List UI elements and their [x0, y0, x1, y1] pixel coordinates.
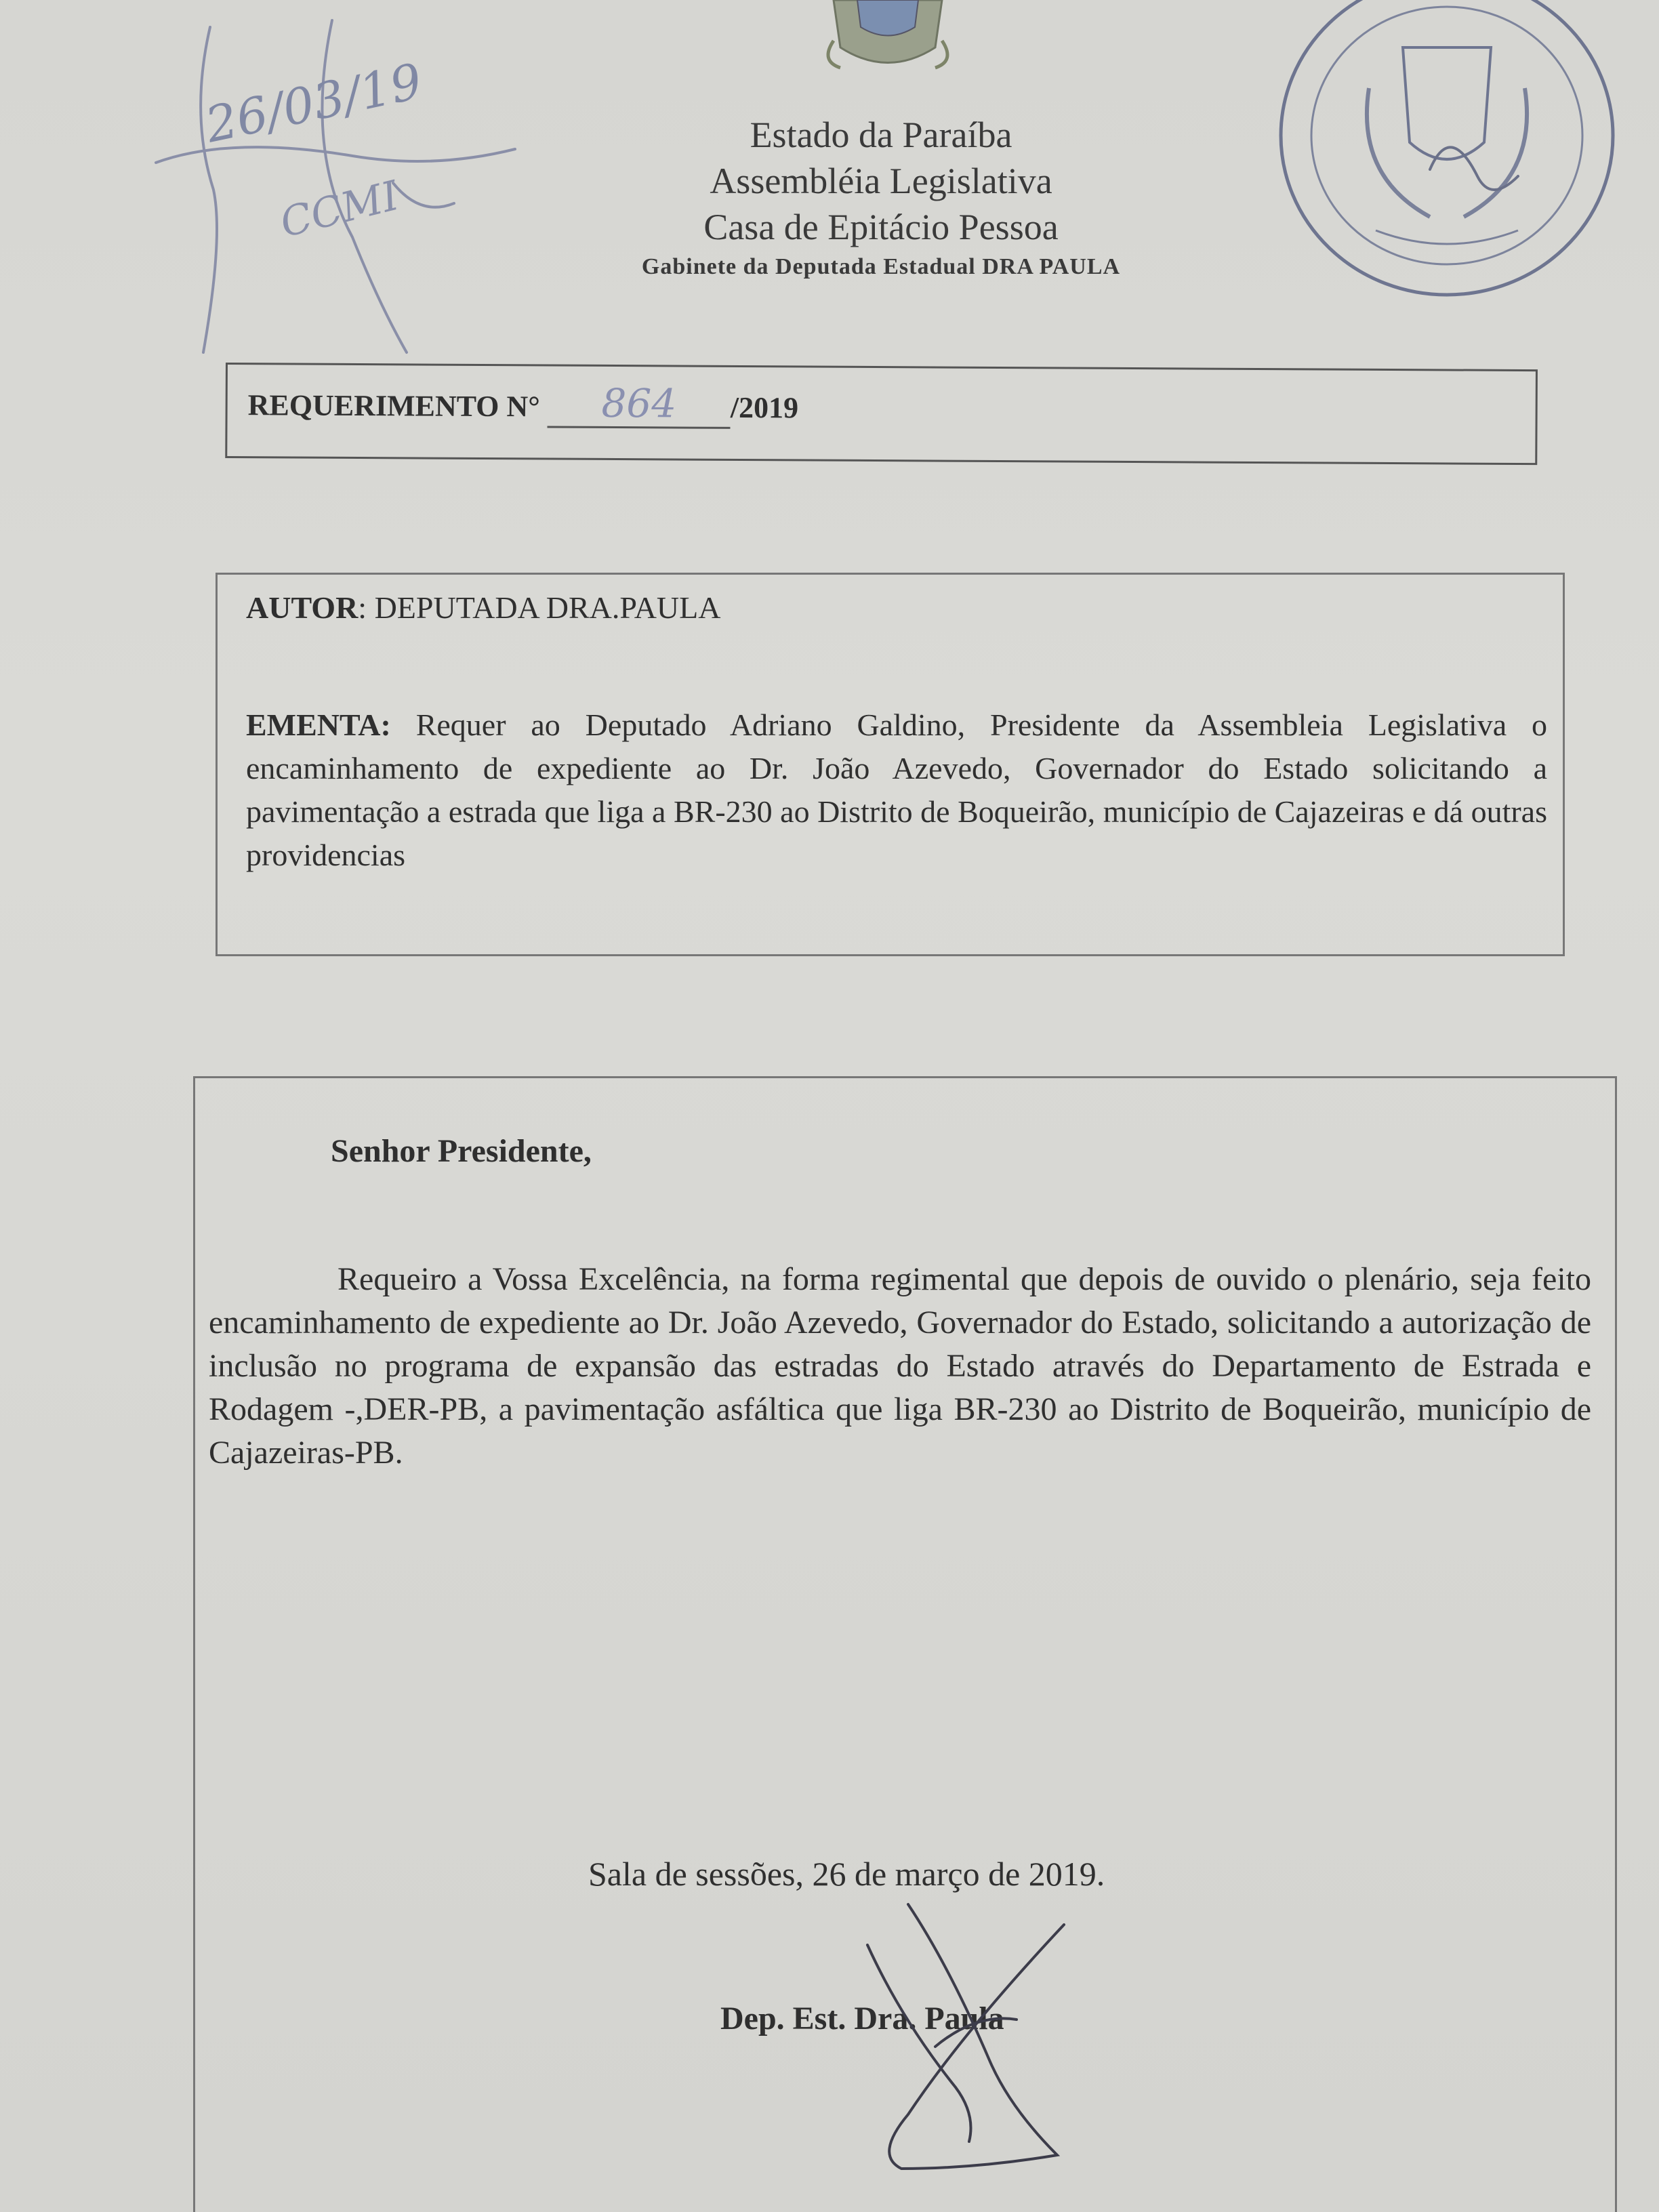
author-label: AUTOR: [246, 590, 359, 625]
handwritten-signature: [773, 1884, 1152, 2182]
author-line: [246, 590, 720, 626]
summary-box: [216, 573, 1565, 956]
handwritten-date: 26/03/19: [201, 52, 427, 154]
request-paragraph: Requeiro a Vossa Excelência, na forma regimental que depois de ouvido o plenário, seja feito encaminhamento de expediente ao Dr. João Azevedo, Governador do Estado, solicitando a autorização de inclusão no programa de expansão das estradas do Estado através do Departamento de Estrada e Rodagem -,DER-PB, a pavimentação asfáltica que liga BR-230 ao Distrito de Boqueirão, município de Cajazeiras-PB.: [209, 1261, 1591, 1471]
request-number-handwritten: 864: [601, 380, 677, 427]
request-year: /2019: [730, 390, 799, 425]
request-number-label: REQUERIMENTO N°: [247, 388, 540, 424]
ementa-text: Requer ao Deputado Adriano Galdino, Presidente da Assembleia Legislativa o encaminhamento de expediente ao Dr. João Azevedo, Governador do Estado solicitando a pavimentação a estrada que liga a BR-230 ao Distrito de Boqueirão, município de Cajazeiras e dá outras providencias: [246, 708, 1547, 872]
coat-of-arms-icon: [820, 0, 956, 75]
author-value: : DEPUTADA DRA.PAULA: [358, 590, 721, 625]
salutation: Senhor Presidente,: [331, 1133, 592, 1169]
letterhead: [474, 112, 1288, 280]
header-office: Gabinete da Deputada Estadual DRA PAULA: [641, 254, 1121, 279]
signatory-name: Dep. Est. Dra. Paula: [720, 2001, 1004, 2036]
header-assembly: Assembléia Legislativa: [710, 161, 1052, 201]
handwritten-note: CCMI: [275, 171, 404, 247]
official-seal-stamp: [1274, 0, 1626, 305]
header-house: Casa de Epitácio Pessoa: [703, 207, 1059, 247]
place-and-date: Sala de sessões, 26 de março de 2019.: [588, 1855, 1105, 1893]
request-number-box: [225, 363, 1538, 465]
header-state: Estado da Paraíba: [750, 115, 1012, 155]
ementa-block: [246, 703, 1547, 877]
ementa-label: EMENTA:: [246, 708, 391, 742]
request-number-value: [548, 380, 731, 428]
